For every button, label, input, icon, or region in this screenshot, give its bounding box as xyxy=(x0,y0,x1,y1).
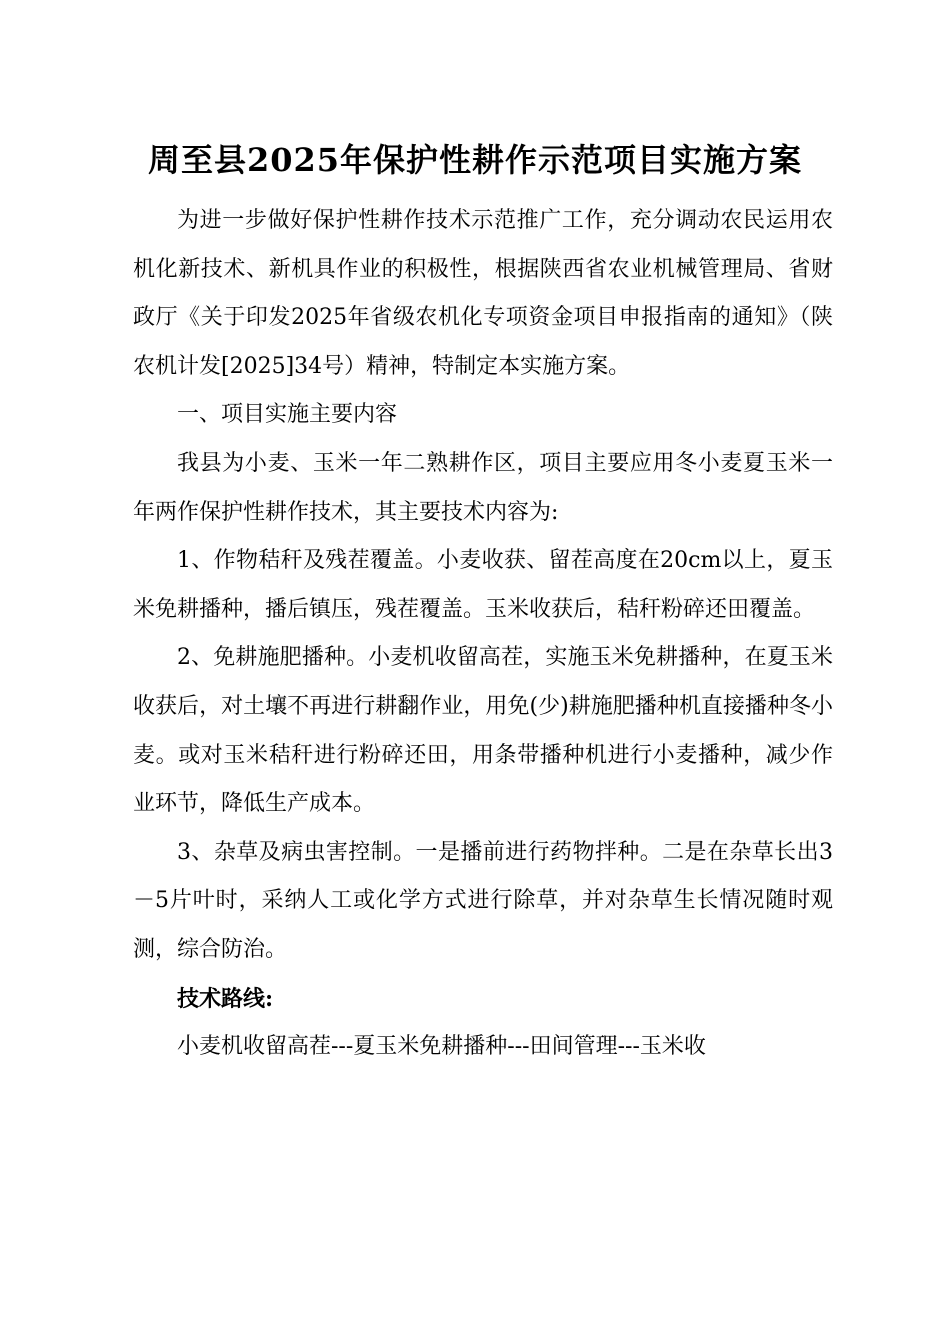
tech-route-heading: 技术路线: xyxy=(177,985,274,1012)
paragraph-item-3: 3、杂草及病虫害控制。一是播前进行药物拌种。二是在杂草长出3－5片叶时，采纳人工或化学方式进行除草，并对杂草生长情况随时观测，综合防治。 xyxy=(133,839,833,962)
tech-route-text: 小麦机收留高茬---夏玉米免耕播种---田间管理---玉米收 xyxy=(177,1034,706,1060)
section-heading: 一、项目实施主要内容 xyxy=(177,402,398,428)
document-body xyxy=(133,197,833,1072)
paragraph-item-2: 2、免耕施肥播种。小麦机收留高茬，实施玉米免耕播种，在夏玉米收获后，对土壤不再进行耕翻作业，用免(少)耕施肥播种机直接播种冬小麦。或对玉米秸秆进行粉碎还田，用条带播种机进行小麦播种，减少作业环节，降低生产成本。 xyxy=(133,645,833,817)
document-title: 周至县2025年保护性耕作示范项目实施方案 xyxy=(147,141,803,179)
paragraph-item-1: 1、作物秸秆及残茬覆盖。小麦收获、留茬高度在20cm以上，夏玉米免耕播种，播后镇压，残茬覆盖。玉米收获后，秸秆粉碎还田覆盖。 xyxy=(133,548,833,622)
intro-paragraph: 为进一步做好保护性耕作技术示范推广工作，充分调动农民运用农机化新技术、新机具作业的积极性，根据陕西省农业机械管理局、省财政厅《关于印发2025年省级农机化专项资金项目申报指南的通知》（陕农机计发[2025]34号）精神，特制定本实施方案。 xyxy=(133,208,833,379)
paragraph-overview: 我县为小麦、玉米一年二熟耕作区，项目主要应用冬小麦夏玉米一年两作保护性耕作技术，其主要技术内容为: xyxy=(133,450,833,525)
